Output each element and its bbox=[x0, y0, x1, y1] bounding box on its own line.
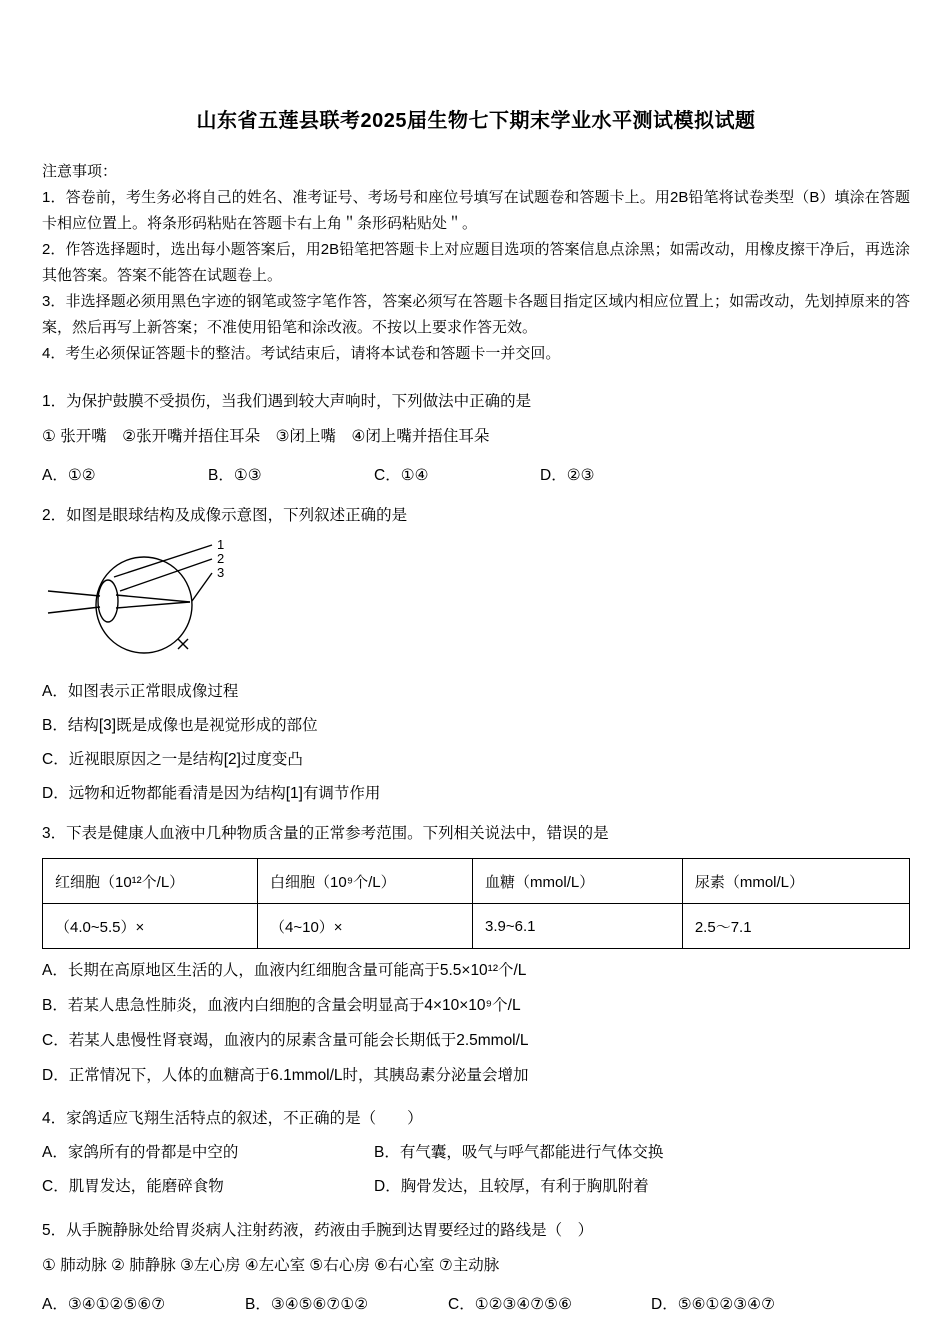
notice-item-3: 3．非选择题必须用黑色字迹的钢笔或签字笔作答，答案必须写在答题卡各题目指定区域内相应位置上；如需改动，先划掉原来的答案，然后再写上新答案；不准使用铅笔和涂改液。不按以上要求作答无效。 bbox=[42, 293, 910, 336]
header-red-blood-cells: 红细胞（10¹²个/L） bbox=[43, 859, 258, 904]
eye-diagram bbox=[44, 535, 264, 657]
notice-item-4: 4．考生必须保证答题卡的整洁。考试结束后，请将本试卷和答题卡一并交回。 bbox=[42, 345, 561, 362]
question-3-stem: 3．下表是健康人血液中几种物质含量的正常参考范围。下列相关说法中，错误的是 bbox=[42, 825, 609, 842]
question-1-stem: 1．为保护鼓膜不受损伤，当我们遇到较大声响时，下列做法中正确的是 bbox=[42, 393, 532, 410]
option-a: A．如图表示正常眼成像过程 bbox=[42, 683, 239, 700]
option-b: B．有气囊，吸气与呼气都能进行气体交换 bbox=[374, 1144, 664, 1161]
light-ray-bottom bbox=[48, 607, 100, 613]
question-2 bbox=[42, 503, 910, 807]
notice-section bbox=[42, 159, 910, 367]
question-4-options-row-1 bbox=[42, 1140, 910, 1166]
value-blood-glucose: 3.9~6.1 bbox=[473, 904, 683, 949]
question-3-options bbox=[42, 958, 910, 1089]
header-urea: 尿素（mmol/L） bbox=[682, 859, 909, 904]
answer-option-d: D．②③ bbox=[540, 467, 595, 484]
question-4 bbox=[42, 1106, 910, 1200]
answer-option-b: B．③④⑤⑥⑦①② bbox=[245, 1296, 369, 1313]
option-c: C．若某人患慢性肾衰竭，血液内的尿素含量可能会长期低于2.5mmol/L bbox=[42, 1032, 529, 1049]
question-5-answers bbox=[42, 1292, 910, 1318]
option-a: A．家鸽所有的骨都是中空的 bbox=[42, 1144, 239, 1161]
eyeball-outline bbox=[96, 557, 192, 653]
answer-option-c: C．①②③④⑦⑤⑥ bbox=[448, 1296, 572, 1313]
notice-item-2: 2．作答选择题时，选出每小题答案后，用2B铅笔把答题卡上对应题目选项的答案信息点涂黑；如需改动，用橡皮擦干净后，再选涂其他答案。答案不能答在试题卷上。 bbox=[42, 241, 910, 284]
question-1 bbox=[42, 389, 910, 489]
diagram-label-1: 1 bbox=[217, 537, 225, 552]
answer-option-b: B．①③ bbox=[208, 467, 262, 484]
header-white-blood-cells: 白细胞（10⁹个/L） bbox=[258, 859, 473, 904]
table-value-row bbox=[43, 904, 910, 949]
answer-option-a: A．①② bbox=[42, 467, 96, 484]
option-d: D．正常情况下，人体的血糖高于6.1mmol/L时，其胰岛素分泌量会增加 bbox=[42, 1067, 529, 1084]
value-white-blood-cells: （4~10）× bbox=[258, 904, 473, 949]
leader-line-2 bbox=[120, 559, 212, 591]
diagram-label-3: 3 bbox=[217, 565, 225, 580]
eye-diagram-container bbox=[44, 535, 910, 657]
answer-option-a: A．③④①②⑤⑥⑦ bbox=[42, 1296, 166, 1313]
question-5 bbox=[42, 1218, 910, 1318]
light-ray-top bbox=[48, 591, 100, 596]
notice-heading: 注意事项： bbox=[42, 163, 118, 180]
answer-option-d: D．⑤⑥①②③④⑦ bbox=[651, 1296, 775, 1313]
question-5-stem: 5．从手腕静脉处给胃炎病人注射药液，药液由手腕到达胃要经过的路线是（ ） bbox=[42, 1222, 594, 1239]
question-5-choices: ① 肺动脉 ② 肺静脉 ③左心房 ④左心室 ⑤右心房 ⑥右心室 ⑦主动脉 bbox=[42, 1257, 500, 1274]
option-b: B．若某人患急性肺炎，血液内白细胞的含量会明显高于4×10×10⁹个/L bbox=[42, 997, 521, 1014]
lens-shape bbox=[98, 580, 118, 622]
table-header-row bbox=[43, 859, 910, 904]
value-urea: 2.5～7.1 bbox=[682, 904, 909, 949]
option-a: A．长期在高原地区生活的人，血液内红细胞含量可能高于5.5×10¹²个/L bbox=[42, 962, 527, 979]
question-4-stem: 4．家鸽适应飞翔生活特点的叙述，不正确的是（ ） bbox=[42, 1110, 423, 1127]
question-4-options-row-2 bbox=[42, 1174, 910, 1200]
option-b: B．结构[3]既是成像也是视觉形成的部位 bbox=[42, 717, 318, 734]
value-red-blood-cells: （4.0~5.5）× bbox=[43, 904, 258, 949]
option-c: C．近视眼原因之一是结构[2]过度变凸 bbox=[42, 751, 303, 768]
diagram-label-2: 2 bbox=[217, 551, 225, 566]
converging-ray-bottom bbox=[116, 602, 190, 608]
option-c: C．肌胃发达，能磨碎食物 bbox=[42, 1178, 224, 1195]
converging-ray-top bbox=[116, 595, 190, 602]
answer-option-c: C．①④ bbox=[374, 467, 429, 484]
question-2-options bbox=[42, 679, 910, 807]
option-d: D．胸骨发达，且较厚，有利于胸肌附着 bbox=[374, 1178, 649, 1195]
page-title: 山东省五莲县联考2025届生物七下期末学业水平测试模拟试题 bbox=[196, 110, 756, 132]
blood-reference-table bbox=[42, 858, 910, 949]
question-1-choices: ① 张开嘴 ②张开嘴并捂住耳朵 ③闭上嘴 ④闭上嘴并捂住耳朵 bbox=[42, 428, 490, 445]
header-blood-glucose: 血糖（mmol/L） bbox=[473, 859, 683, 904]
question-2-stem: 2．如图是眼球结构及成像示意图，下列叙述正确的是 bbox=[42, 507, 408, 524]
option-d: D．远物和近物都能看清是因为结构[1]有调节作用 bbox=[42, 785, 381, 802]
question-1-answers bbox=[42, 463, 910, 489]
leader-line-3 bbox=[192, 573, 212, 601]
notice-item-1: 1．答卷前，考生务必将自己的姓名、准考证号、考场号和座位号填写在试题卷和答题卡上。用2B铅笔将试卷类型（B）填涂在答题卡相应位置上。将条形码粘贴在答题卡右上角＂条形码粘贴处＂。 bbox=[42, 189, 910, 232]
question-3 bbox=[42, 821, 910, 1089]
